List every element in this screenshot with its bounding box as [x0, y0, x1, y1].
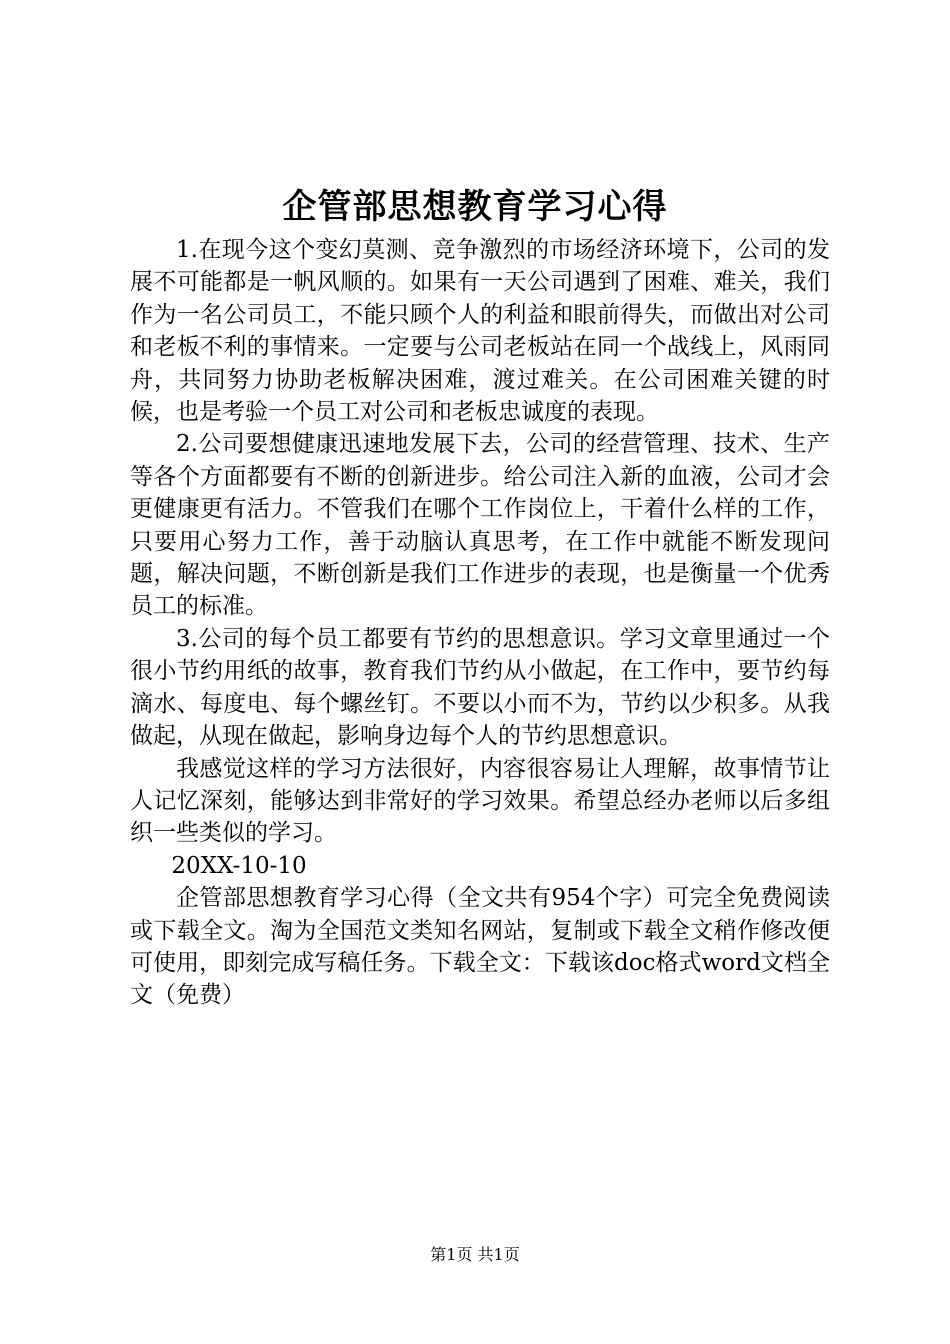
paragraph-3: 3.公司的每个员工都要有节约的思想意识。学习文章里通过一个很小节约用纸的故事，教育我们节约从小做起，在工作中，要节约每滴水、每度电、每个螺丝钉。不要以小而不为，节约以少积多。从我做起，从现在做起，影响身边每个人的节约思想意识。	[130, 625, 830, 750]
document-title: 企管部思想教育学习心得	[282, 187, 668, 227]
document-body	[130, 234, 830, 1012]
paragraph-1: 1.在现今这个变幻莫测、竞争激烈的市场经济环境下，公司的发展不可能都是一帆风顺的。如果有一天公司遇到了困难、难关，我们作为一名公司员工，不能只顾个人的利益和眼前得失，而做出对公司和老板不利的事情来。一定要与公司老板站在同一个战线上，风雨同舟，共同努力协助老板解决困难，渡过难关。在公司困难关键的时候，也是考验一个员工对公司和老板忠诚度的表现。	[130, 237, 830, 426]
page-number-footer: 第1页 共1页	[430, 1245, 520, 1264]
paragraph-2: 2.公司要想健康迅速地发展下去，公司的经营管理、技术、生产等各个方面都要有不断的创新进步。给公司注入新的血液，公司才会更健康更有活力。不管我们在哪个工作岗位上，干着什么样的工作，只要用心努力工作，善于动脑认真思考，在工作中就能不断发现问题，解决问题，不断创新是我们工作进步的表现，也是衡量一个优秀员工的标准。	[130, 431, 830, 620]
paragraph-conclusion: 我感觉这样的学习方法很好，内容很容易让人理解，故事情节让人记忆深刻，能够达到非常好的学习效果。希望总经办老师以后多组织一些类似的学习。	[130, 755, 830, 847]
document-date: 20XX-10-10	[171, 852, 307, 879]
promo-paragraph: 企管部思想教育学习心得（全文共有954个字）可完全免费阅读或下载全文。淘为全国范文类知名网站，复制或下载全文稍作修改便可使用，即刻完成写稿任务。下载全文：下载该doc格式word文档全文（免费）	[130, 885, 830, 1009]
